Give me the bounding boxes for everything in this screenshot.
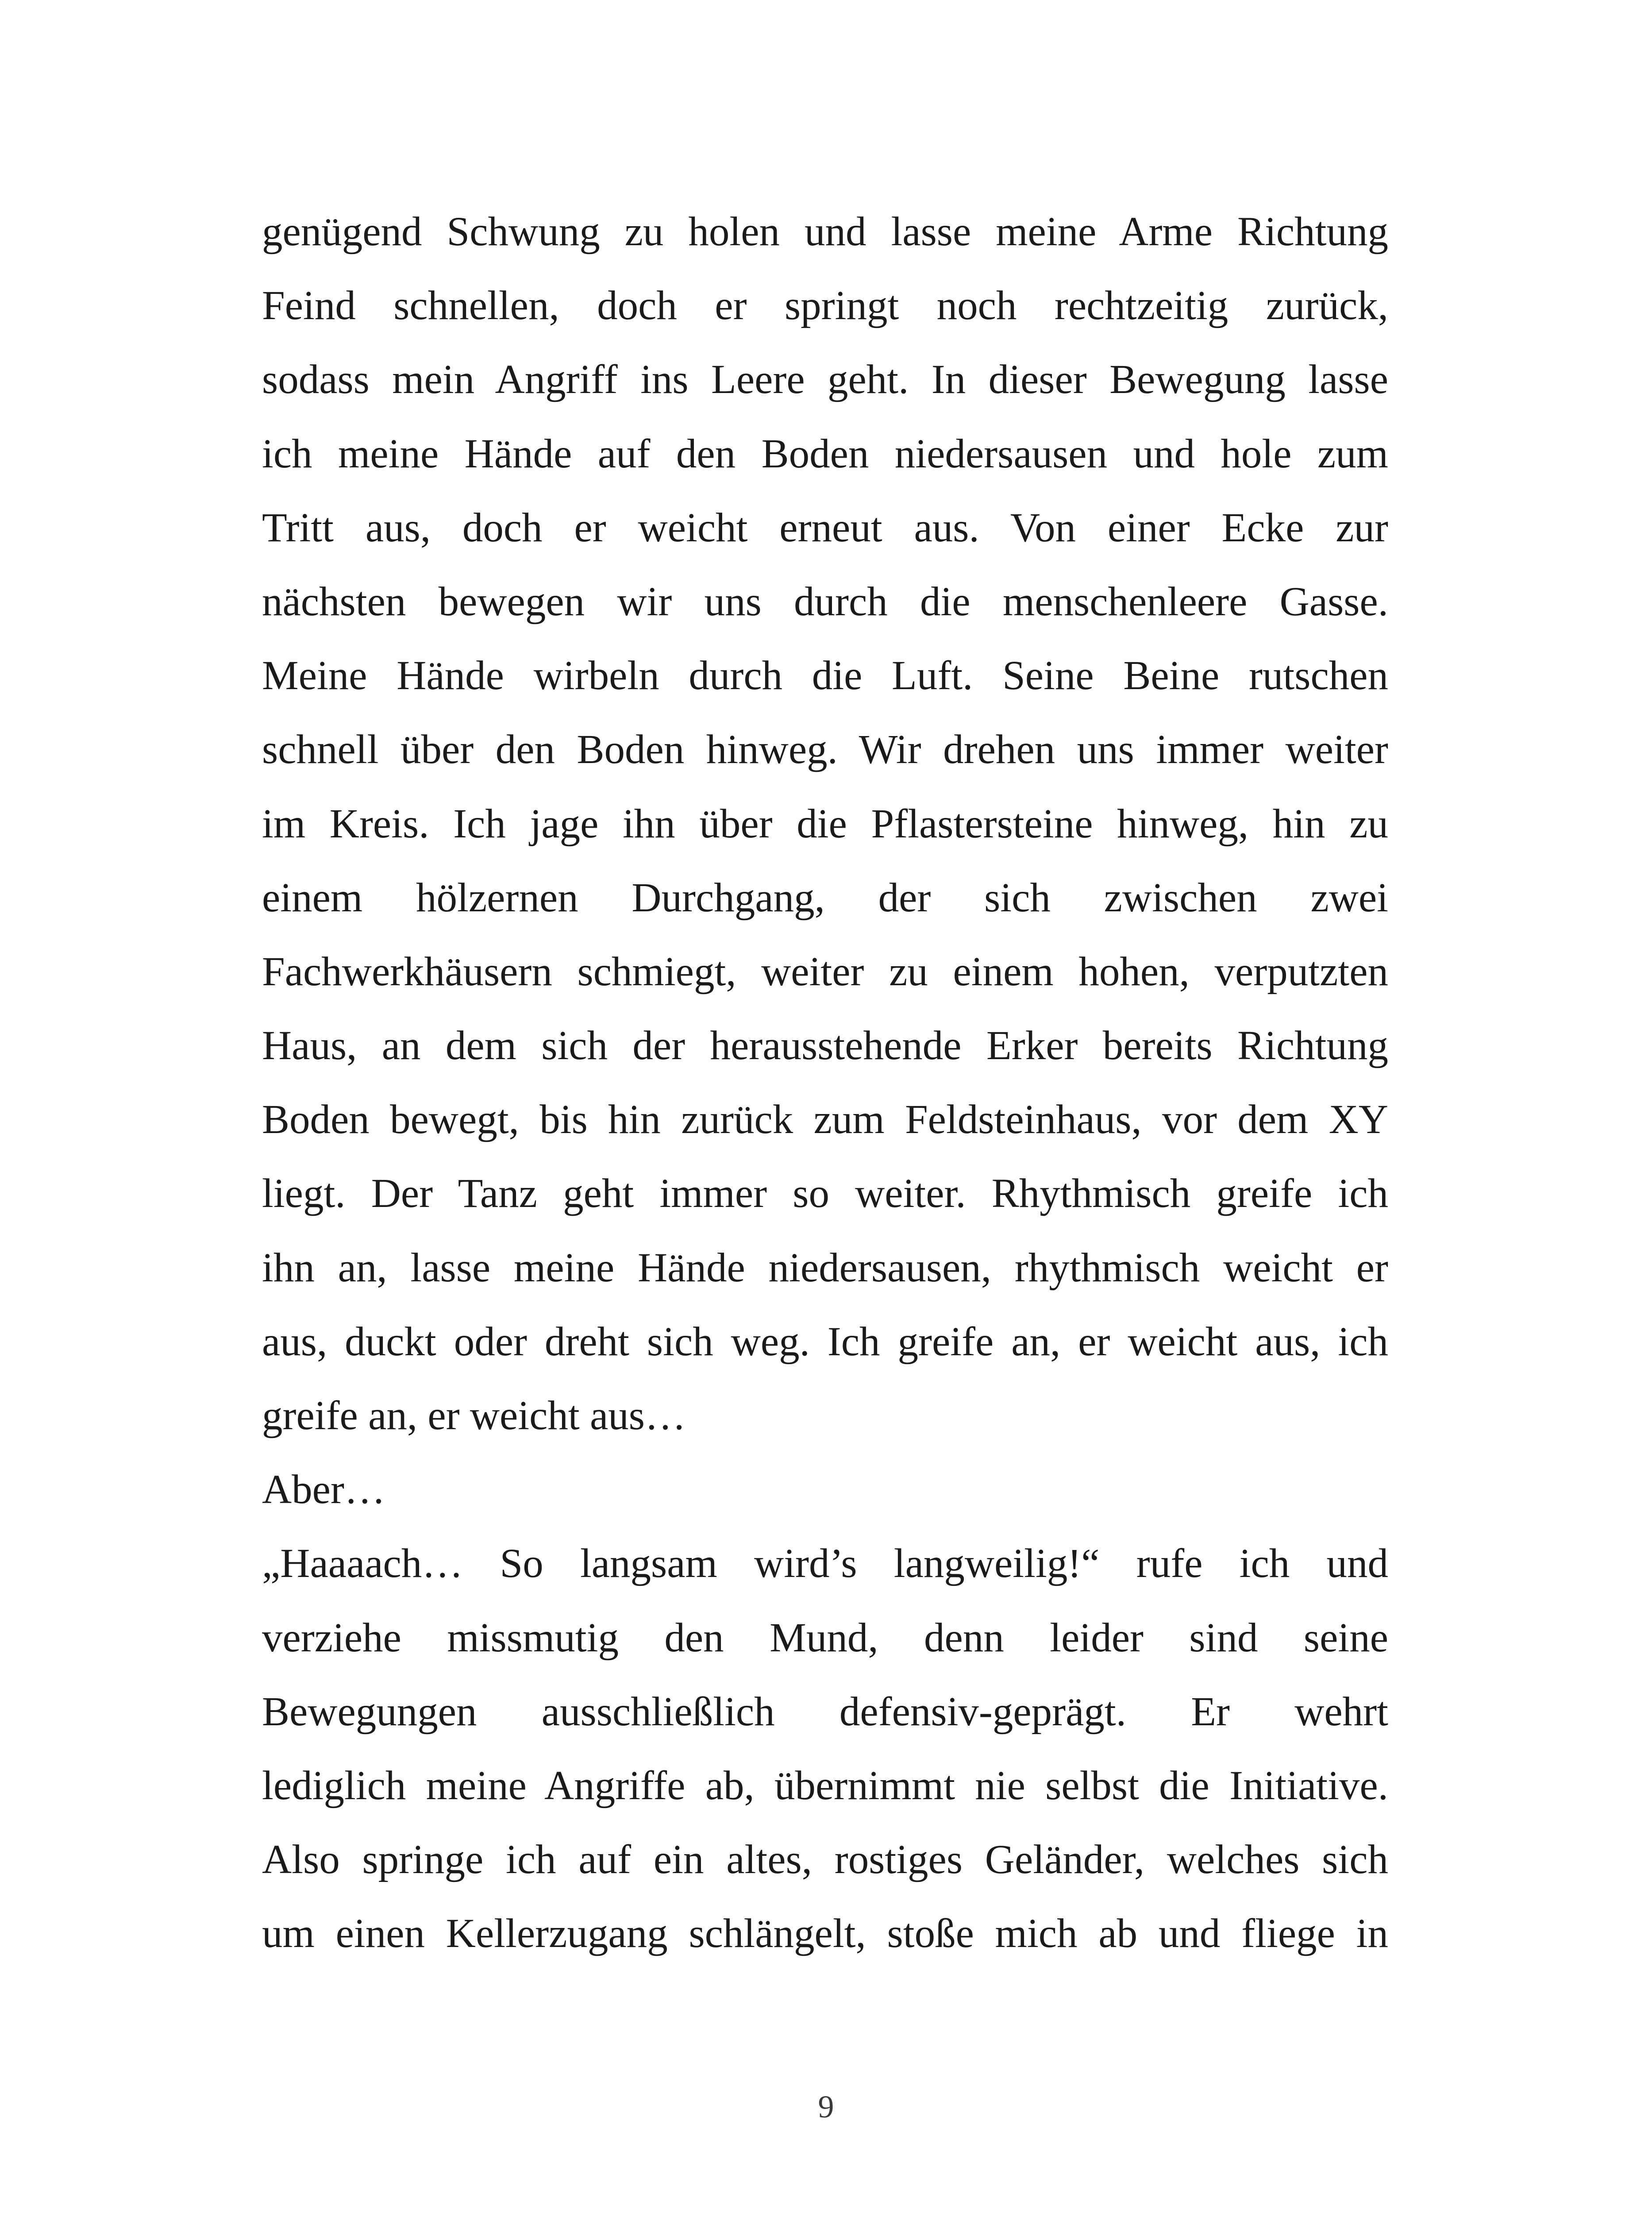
text-line: Bewegungen ausschließlich defensiv-geprägt. Er wehrt xyxy=(262,1689,1388,1735)
text-line: Aber… xyxy=(262,1467,385,1513)
text-line: um einen Kellerzugang schlängelt, stoße mich ab und fliege in xyxy=(262,1911,1388,1957)
text-line: Feind schnellen, doch er springt noch rechtzeitig zurück, xyxy=(262,283,1388,329)
text-line: liegt. Der Tanz geht immer so weiter. Rhythmisch greife ich xyxy=(262,1171,1388,1217)
text-line: im Kreis. Ich jage ihn über die Pflastersteine hinweg, hin zu xyxy=(262,801,1388,847)
text-line: „Haaaach… So langsam wird’s langweilig!“ rufe ich und xyxy=(262,1541,1388,1587)
text-line: aus, duckt oder dreht sich weg. Ich greife an, er weicht aus, ich xyxy=(262,1319,1388,1365)
text-line: lediglich meine Angriffe ab, übernimmt nie selbst die Initiative. xyxy=(262,1762,1388,1808)
text-line: einem hölzernen Durchgang, der sich zwischen zwei xyxy=(262,875,1388,921)
body-text xyxy=(262,195,1388,1971)
text-line: Fachwerkhäusern schmiegt, weiter zu einem hohen, verputzten xyxy=(262,948,1388,995)
text-line: Tritt aus, doch er weicht erneut aus. Von einer Ecke zur xyxy=(262,505,1388,551)
text-line: greife an, er weicht aus… xyxy=(262,1393,686,1438)
text-line: sodass mein Angriff ins Leere geht. In dieser Bewegung lasse xyxy=(262,357,1388,403)
text-line: schnell über den Boden hinweg. Wir drehen uns immer weiter xyxy=(262,727,1388,773)
page-number: 9 xyxy=(818,2089,834,2124)
text-line: Boden bewegt, bis hin zurück zum Feldsteinhaus, vor dem XY xyxy=(262,1097,1388,1143)
text-line: Meine Hände wirbeln durch die Luft. Seine Beine rutschen xyxy=(262,653,1388,699)
text-line: ihn an, lasse meine Hände niedersausen, rhythmisch weicht er xyxy=(262,1245,1388,1291)
text-line: nächsten bewegen wir uns durch die menschenleere Gasse. xyxy=(262,578,1388,625)
text-line: Haus, an dem sich der herausstehende Erker bereits Richtung xyxy=(262,1023,1388,1069)
text-line: ich meine Hände auf den Boden niedersausen und hole zum xyxy=(262,431,1388,477)
text-line: verziehe missmutig den Mund, denn leider sind seine xyxy=(262,1615,1388,1661)
text-line: Also springe ich auf ein altes, rostiges Geländer, welches sich xyxy=(262,1837,1388,1883)
text-line: genügend Schwung zu holen und lasse meine Arme Richtung xyxy=(262,209,1388,254)
